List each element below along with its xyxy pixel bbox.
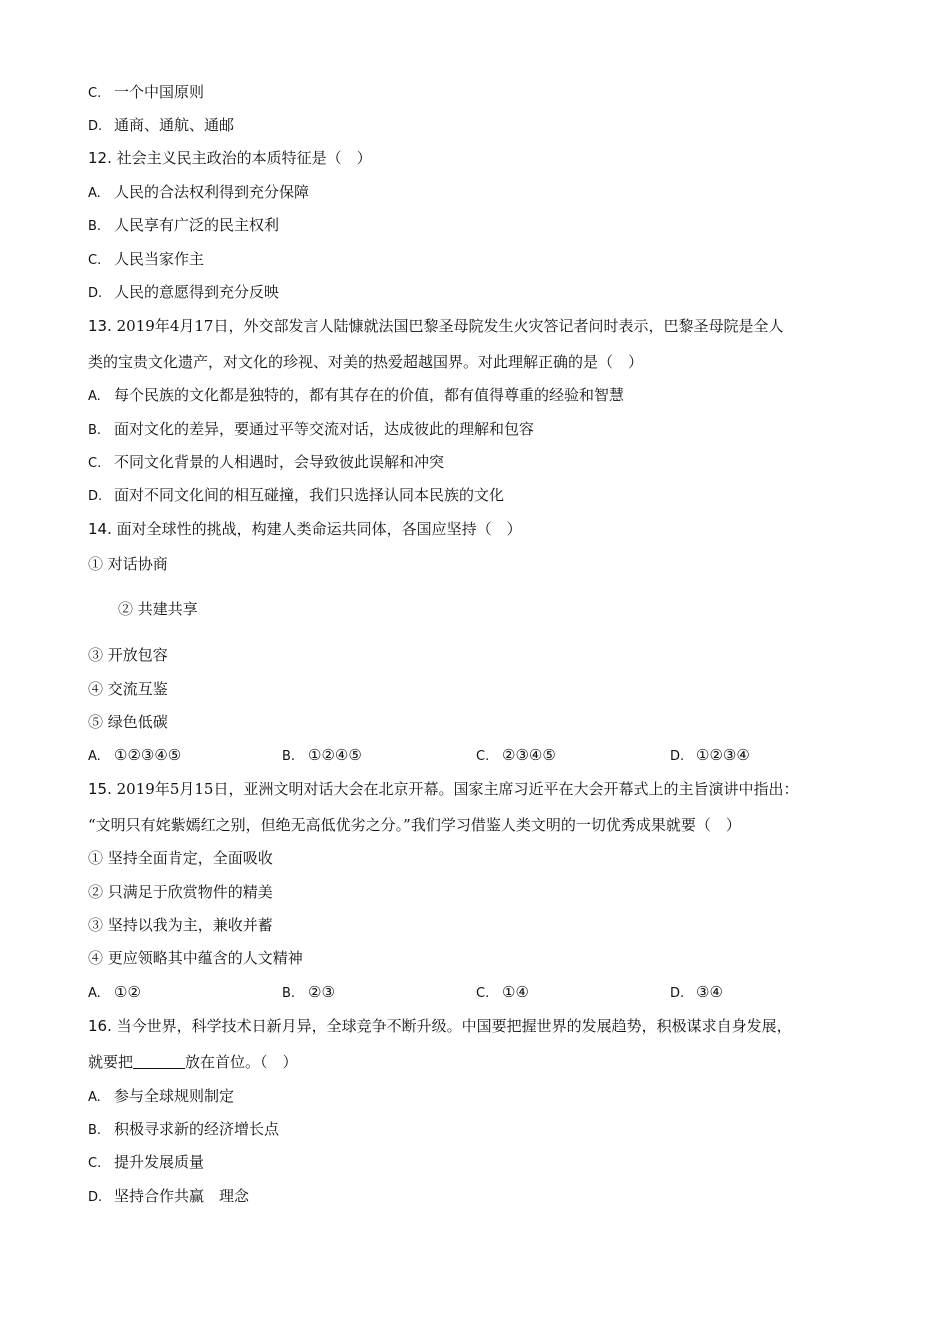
option-letter: B. (88, 423, 102, 438)
q13-option-b (88, 419, 534, 439)
q12-option-c (88, 249, 204, 269)
q14-choices (88, 745, 868, 765)
q15-choices (88, 982, 868, 1002)
option-letter: D. (670, 986, 685, 1001)
option-text: ①②④⑤ (308, 746, 362, 764)
q11-option-d (88, 115, 234, 135)
q11-option-c (88, 82, 204, 102)
option-text: 提升发展质量 (114, 1153, 205, 1171)
option-text: 人民的合法权利得到充分保障 (114, 183, 310, 201)
q14-item-5: ⑤ 绿色低碳 (88, 713, 168, 731)
q12-option-a (88, 182, 309, 202)
q16-option-c (88, 1152, 204, 1172)
option-letter: D. (88, 286, 103, 301)
q16-stem-line2 (88, 1052, 298, 1072)
choice-b (282, 982, 335, 1004)
option-text: 人民享有广泛的民主权利 (114, 216, 280, 234)
option-text: 不同文化背景的人相遇时，会导致彼此误解和冲突 (114, 453, 445, 471)
option-letter: A. (88, 986, 101, 1001)
q14-item-4: ④ 交流互鉴 (88, 680, 168, 698)
choice-d (670, 982, 723, 1004)
option-text: 通商、通航、通邮 (114, 116, 235, 134)
option-text: 坚持合作共赢 理念 (114, 1187, 250, 1205)
option-text: ①④ (502, 983, 529, 1001)
q16-option-d (88, 1186, 249, 1206)
q14-item-1: ① 对话协商 (88, 555, 168, 573)
question-stem-continued: “文明只有姹紫嫣红之别，但绝无高低优劣之分。”我们学习借鉴人类文明的一切优秀成果就要（ ） (88, 816, 741, 834)
fill-in-blank (133, 1054, 185, 1069)
q13-stem-line1 (88, 316, 783, 336)
question-number: 16. (88, 1017, 112, 1035)
option-letter: C. (88, 456, 102, 471)
question-stem: 当今世界，科学技术日新月异，全球竞争不断升级。中国要把握世界的发展趋势，积极谋求自身发展， (116, 1017, 792, 1035)
option-text: 积极寻求新的经济增长点 (114, 1120, 280, 1138)
q14-item-3: ③ 开放包容 (88, 646, 168, 664)
q12-option-d (88, 282, 279, 302)
q15-stem-line2 (88, 815, 741, 835)
option-letter: C. (476, 749, 490, 764)
q16-stem-line1 (88, 1016, 792, 1036)
q12-option-b (88, 215, 279, 235)
choice-b (282, 745, 362, 767)
option-text: ②③ (308, 983, 335, 1001)
q13-stem-line2 (88, 352, 643, 372)
question-stem: 2019年4月17日，外交部发言人陆慷就法国巴黎圣母院发生火灾答记者问时表示，巴黎圣母院是全人 (116, 317, 784, 335)
option-text: 每个民族的文化都是独特的，都有其存在的价值，都有值得尊重的经验和智慧 (114, 386, 625, 404)
question-stem-continued-post: 放在首位。（ ） (185, 1053, 298, 1071)
choice-a (88, 982, 141, 1004)
option-letter: A. (88, 749, 101, 764)
option-letter: C. (88, 86, 102, 101)
q15-item-3: ③ 坚持以我为主，兼收并蓄 (88, 916, 273, 934)
q14-stem (88, 519, 522, 539)
q15-item-4: ④ 更应领略其中蕴含的人文精神 (88, 949, 303, 967)
choice-c (476, 745, 556, 767)
option-letter: C. (88, 1156, 102, 1171)
question-number: 15. (88, 780, 112, 798)
q16-option-a (88, 1086, 234, 1106)
option-letter: B. (88, 219, 102, 234)
q15-item-1: ① 坚持全面肯定，全面吸收 (88, 849, 273, 867)
option-letter: B. (282, 749, 296, 764)
q13-option-c (88, 452, 444, 472)
option-text: 人民的意愿得到充分反映 (114, 283, 280, 301)
option-letter: D. (88, 489, 103, 504)
question-number: 14. (88, 520, 112, 538)
option-letter: C. (88, 253, 102, 268)
option-text: 参与全球规则制定 (114, 1087, 235, 1105)
option-letter: D. (88, 1190, 103, 1205)
question-stem: 社会主义民主政治的本质特征是（ ） (116, 149, 372, 167)
option-letter: C. (476, 986, 490, 1001)
option-letter: A. (88, 389, 101, 404)
question-stem-continued: 类的宝贵文化遗产，对文化的珍视、对美的热爱超越国界。对此理解正确的是（ ） (88, 353, 644, 371)
option-letter: A. (88, 186, 101, 201)
option-text: ②③④⑤ (502, 746, 556, 764)
question-stem: 2019年5月15日，亚洲文明对话大会在北京开幕。国家主席习近平在大会开幕式上的主旨演讲中指出： (116, 780, 799, 798)
q12-stem (88, 148, 372, 168)
option-text: 人民当家作主 (114, 250, 205, 268)
question-number: 13. (88, 317, 112, 335)
option-text: ①②③④⑤ (114, 746, 182, 764)
question-number: 12. (88, 149, 112, 167)
option-text: ①② (114, 983, 141, 1001)
choice-a (88, 745, 181, 767)
option-letter: B. (282, 986, 296, 1001)
option-text: 面对文化的差异，要通过平等交流对话，达成彼此的理解和包容 (114, 420, 535, 438)
q14-item-2: ② 共建共享 (118, 600, 198, 618)
option-text: ①②③④ (696, 746, 750, 764)
q13-option-a (88, 385, 624, 405)
q15-item-2: ② 只满足于欣赏物件的精美 (88, 883, 273, 901)
option-letter: A. (88, 1090, 101, 1105)
question-stem-continued-pre: 就要把 (88, 1053, 134, 1071)
q13-option-d (88, 485, 504, 505)
q15-stem-line1 (88, 779, 798, 799)
option-text: 面对不同文化间的相互碰撞，我们只选择认同本民族的文化 (114, 486, 505, 504)
choice-d (670, 745, 750, 767)
option-letter: B. (88, 1123, 102, 1138)
option-text: ③④ (696, 983, 723, 1001)
option-letter: D. (670, 749, 685, 764)
option-letter: D. (88, 119, 103, 134)
question-stem: 面对全球性的挑战，构建人类命运共同体，各国应坚持（ ） (116, 520, 522, 538)
option-text: 一个中国原则 (114, 83, 205, 101)
q16-option-b (88, 1119, 279, 1139)
choice-c (476, 982, 529, 1004)
